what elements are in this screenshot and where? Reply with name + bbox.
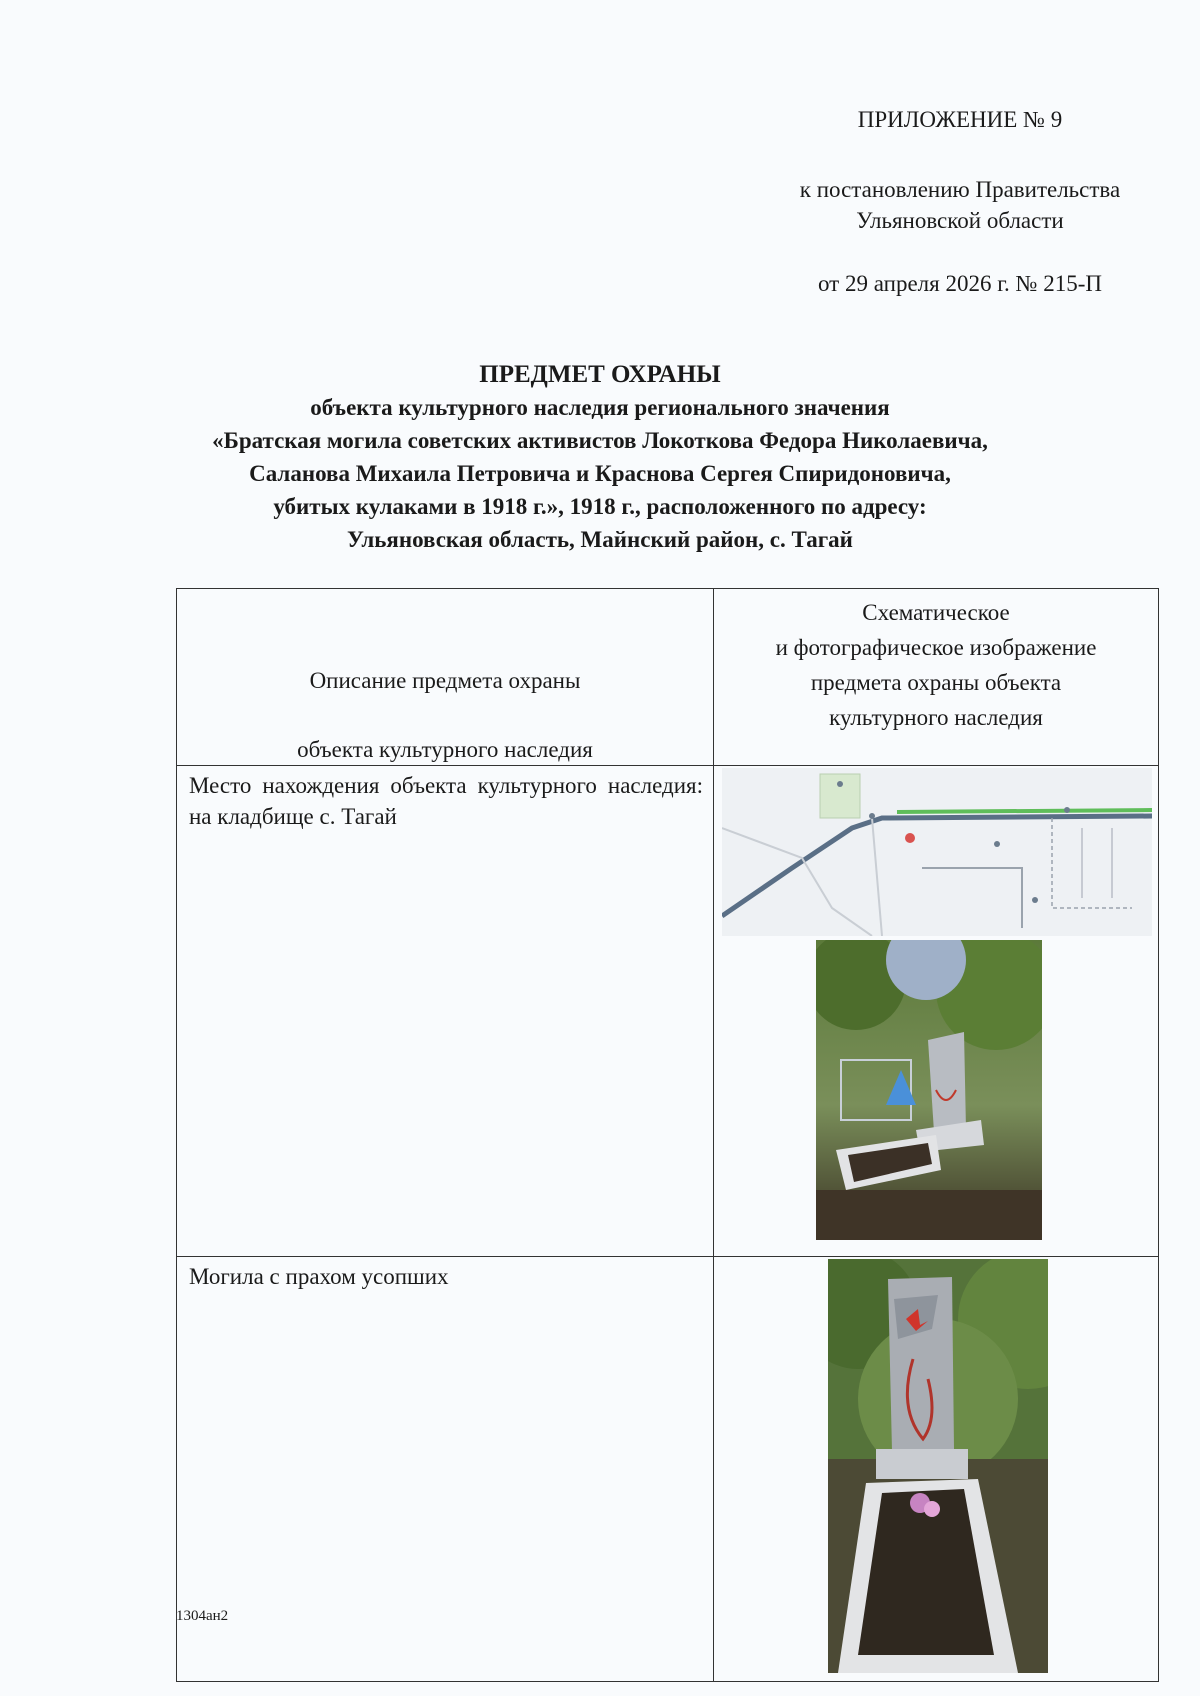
col2-header-line-3: предмета охраны объекта bbox=[810, 670, 1062, 695]
decree-line-2: Ульяновской области bbox=[856, 208, 1064, 233]
title-main: ПРЕДМЕТ ОХРАНЫ bbox=[479, 361, 721, 388]
col1-header-line-1: Описание предмета охраны bbox=[309, 668, 581, 693]
document-code-text: 1304ан2 bbox=[176, 1608, 229, 1624]
location-map-image bbox=[722, 768, 1152, 936]
header-image-cell bbox=[714, 589, 1159, 766]
decree-date-text: от 29 апреля 2026 г. № 215-П bbox=[817, 271, 1103, 296]
appendix-label bbox=[820, 104, 1100, 135]
decree-reference bbox=[730, 174, 1190, 236]
row-description: Место нахождения объекта культурного наследия: на кладбище с. Тагай bbox=[189, 773, 703, 829]
row-description: Могила с прахом усопших bbox=[189, 1264, 449, 1289]
document-title bbox=[150, 358, 1050, 556]
table-header-row bbox=[177, 589, 1159, 766]
description-cell bbox=[177, 1257, 714, 1682]
col1-header-line-2: объекта культурного наследия bbox=[297, 737, 593, 762]
title-line-5: Ульяновская область, Майнский район, с. Тагай bbox=[347, 527, 853, 552]
image-cell bbox=[714, 766, 1159, 1257]
appendix-text: ПРИЛОЖЕНИЕ № 9 bbox=[857, 107, 1063, 132]
decree-date bbox=[760, 268, 1160, 299]
col2-header-line-2: и фотографическое изображение bbox=[775, 635, 1097, 660]
col2-header-line-4: культурного наследия bbox=[829, 705, 1043, 730]
description-cell bbox=[177, 766, 714, 1257]
monument-photo-2 bbox=[828, 1259, 1048, 1673]
monument-photo-1 bbox=[816, 940, 1042, 1240]
protection-subject-table bbox=[176, 588, 1159, 1682]
decree-line-1: к постановлению Правительства bbox=[799, 177, 1121, 202]
table-row bbox=[177, 766, 1159, 1257]
image-cell bbox=[714, 1257, 1159, 1682]
document-code bbox=[176, 1608, 228, 1625]
table-row bbox=[177, 1257, 1159, 1682]
title-line-3: Саланова Михаила Петровича и Краснова Сергея Спиридоновича, bbox=[249, 461, 951, 486]
col2-header-line-1: Схематическое bbox=[862, 600, 1010, 625]
title-line-1: объекта культурного наследия регионального значения bbox=[310, 395, 890, 420]
title-line-2: «Братская могила советских активистов Локоткова Федора Николаевича, bbox=[212, 428, 988, 453]
title-line-4: убитых кулаками в 1918 г.», 1918 г., расположенного по адресу: bbox=[273, 494, 927, 519]
header-description-cell bbox=[177, 589, 714, 766]
